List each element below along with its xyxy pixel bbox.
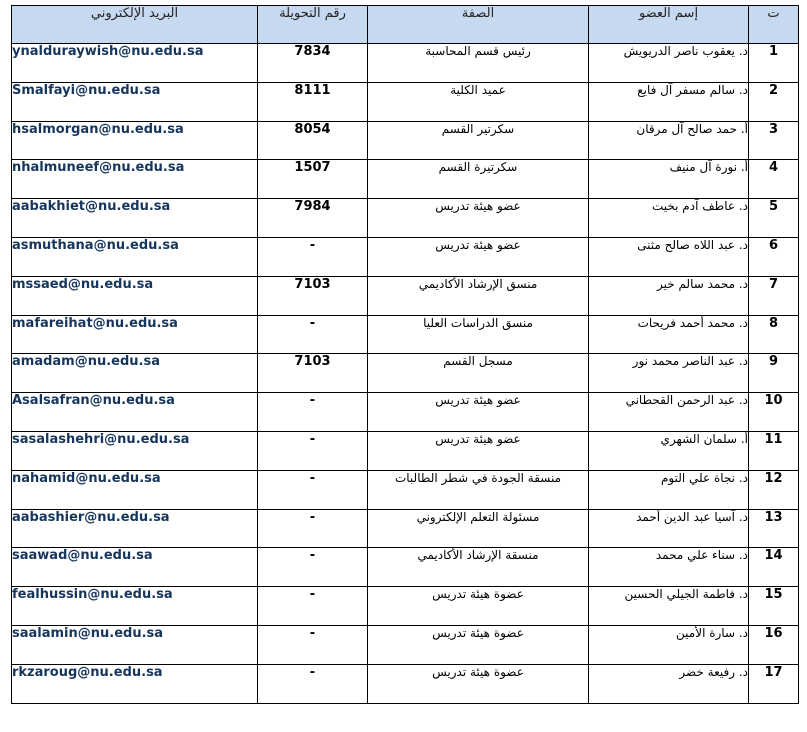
extension-cell: 8054 xyxy=(258,121,368,160)
number-cell: 3 xyxy=(749,121,799,160)
name-cell: د. عبد اللاه صالح مثنى xyxy=(589,237,749,276)
table-row xyxy=(12,315,799,354)
email-cell[interactable]: sasalashehri@nu.edu.sa xyxy=(12,431,258,470)
table-row xyxy=(12,431,799,470)
email-cell[interactable]: rkzaroug@nu.edu.sa xyxy=(12,664,258,703)
role-cell: عضو هيئة تدريس xyxy=(368,431,589,470)
table-row xyxy=(12,82,799,121)
role-cell: عضو هيئة تدريس xyxy=(368,199,589,238)
number-cell: 2 xyxy=(749,82,799,121)
name-cell: د. سناء علي محمد xyxy=(589,548,749,587)
extension-cell: - xyxy=(258,393,368,432)
table-row xyxy=(12,354,799,393)
name-cell: د. نجاة علي التوم xyxy=(589,470,749,509)
extension-cell: - xyxy=(258,548,368,587)
role-cell: منسقة الإرشاد الأكاديمي xyxy=(368,548,589,587)
name-cell: د. يعقوب ناصر الدريويش xyxy=(589,44,749,83)
name-cell: د. فاطمة الجيلي الحسين xyxy=(589,587,749,626)
email-cell[interactable]: saalamin@nu.edu.sa xyxy=(12,625,258,664)
table-row xyxy=(12,393,799,432)
number-cell: 1 xyxy=(749,44,799,83)
number-cell: 13 xyxy=(749,509,799,548)
extension-cell: 7103 xyxy=(258,276,368,315)
table-row xyxy=(12,470,799,509)
email-cell[interactable]: ynalduraywish@nu.edu.sa xyxy=(12,44,258,83)
header-name: إسم العضو xyxy=(589,6,749,44)
number-cell: 6 xyxy=(749,237,799,276)
role-cell: عميد الكلية xyxy=(368,82,589,121)
number-cell: 4 xyxy=(749,160,799,199)
role-cell: عضوة هيئة تدريس xyxy=(368,587,589,626)
role-cell: عضو هيئة تدريس xyxy=(368,393,589,432)
email-cell[interactable]: amadam@nu.edu.sa xyxy=(12,354,258,393)
table-row xyxy=(12,199,799,238)
header-role: الصفة xyxy=(368,6,589,44)
name-cell: د. سارة الأمين xyxy=(589,625,749,664)
name-cell: د. آسيا عبد الدين أحمد xyxy=(589,509,749,548)
role-cell: منسقة الجودة في شطر الطالبات xyxy=(368,470,589,509)
number-cell: 8 xyxy=(749,315,799,354)
header-number: ت xyxy=(749,6,799,44)
staff-directory-table xyxy=(11,5,799,704)
email-cell[interactable]: saawad@nu.edu.sa xyxy=(12,548,258,587)
table-row xyxy=(12,548,799,587)
role-cell: سكرتيرة القسم xyxy=(368,160,589,199)
role-cell: سكرتير القسم xyxy=(368,121,589,160)
table-row xyxy=(12,121,799,160)
email-cell[interactable]: Smalfayi@nu.edu.sa xyxy=(12,82,258,121)
role-cell: عضوة هيئة تدريس xyxy=(368,664,589,703)
email-cell[interactable]: aabashier@nu.edu.sa xyxy=(12,509,258,548)
header-row xyxy=(12,6,799,44)
number-cell: 9 xyxy=(749,354,799,393)
name-cell: أ. سلمان الشهري xyxy=(589,431,749,470)
number-cell: 15 xyxy=(749,587,799,626)
extension-cell: - xyxy=(258,237,368,276)
role-cell: مسجل القسم xyxy=(368,354,589,393)
email-cell[interactable]: mafareihat@nu.edu.sa xyxy=(12,315,258,354)
extension-cell: 7103 xyxy=(258,354,368,393)
role-cell: رئيس قسم المحاسبة xyxy=(368,44,589,83)
extension-cell: - xyxy=(258,470,368,509)
header-extension: رقم التحويلة xyxy=(258,6,368,44)
table-row xyxy=(12,237,799,276)
number-cell: 12 xyxy=(749,470,799,509)
name-cell: د. محمد أحمد فريحات xyxy=(589,315,749,354)
extension-cell: - xyxy=(258,664,368,703)
name-cell: د. سالم مسفر آل فايع xyxy=(589,82,749,121)
extension-cell: - xyxy=(258,315,368,354)
extension-cell: - xyxy=(258,625,368,664)
email-cell[interactable]: nahamid@nu.edu.sa xyxy=(12,470,258,509)
email-cell[interactable]: Asalsafran@nu.edu.sa xyxy=(12,393,258,432)
extension-cell: 1507 xyxy=(258,160,368,199)
header-email: البريد الإلكتروني xyxy=(12,6,258,44)
role-cell: عضو هيئة تدريس xyxy=(368,237,589,276)
extension-cell: - xyxy=(258,587,368,626)
extension-cell: 7984 xyxy=(258,199,368,238)
role-cell: منسق الدراسات العليا xyxy=(368,315,589,354)
table-row xyxy=(12,160,799,199)
number-cell: 11 xyxy=(749,431,799,470)
email-cell[interactable]: nhalmuneef@nu.edu.sa xyxy=(12,160,258,199)
number-cell: 7 xyxy=(749,276,799,315)
name-cell: د. محمد سالم خير xyxy=(589,276,749,315)
extension-cell: - xyxy=(258,509,368,548)
extension-cell: 7834 xyxy=(258,44,368,83)
email-cell[interactable]: fealhussin@nu.edu.sa xyxy=(12,587,258,626)
email-cell[interactable]: hsalmorgan@nu.edu.sa xyxy=(12,121,258,160)
number-cell: 10 xyxy=(749,393,799,432)
table-row xyxy=(12,664,799,703)
name-cell: د. رفيعة خضر xyxy=(589,664,749,703)
role-cell: منسق الإرشاد الأكاديمي xyxy=(368,276,589,315)
extension-cell: 8111 xyxy=(258,82,368,121)
role-cell: عضوة هيئة تدريس xyxy=(368,625,589,664)
number-cell: 5 xyxy=(749,199,799,238)
role-cell: مسئولة التعلم الإلكتروني xyxy=(368,509,589,548)
table-row xyxy=(12,276,799,315)
name-cell: د. عبد الرحمن القحطاني xyxy=(589,393,749,432)
name-cell: د. عبد الناصر محمد نور xyxy=(589,354,749,393)
number-cell: 16 xyxy=(749,625,799,664)
email-cell[interactable]: aabakhiet@nu.edu.sa xyxy=(12,199,258,238)
table-row xyxy=(12,509,799,548)
table-row xyxy=(12,587,799,626)
name-cell: أ. حمد صالح آل مرقان xyxy=(589,121,749,160)
email-cell[interactable]: mssaed@nu.edu.sa xyxy=(12,276,258,315)
table-row xyxy=(12,625,799,664)
table-row xyxy=(12,44,799,83)
name-cell: د. عاطف آدم بخيت xyxy=(589,199,749,238)
email-cell[interactable]: asmuthana@nu.edu.sa xyxy=(12,237,258,276)
number-cell: 17 xyxy=(749,664,799,703)
number-cell: 14 xyxy=(749,548,799,587)
extension-cell: - xyxy=(258,431,368,470)
name-cell: أ. نورة آل منيف xyxy=(589,160,749,199)
